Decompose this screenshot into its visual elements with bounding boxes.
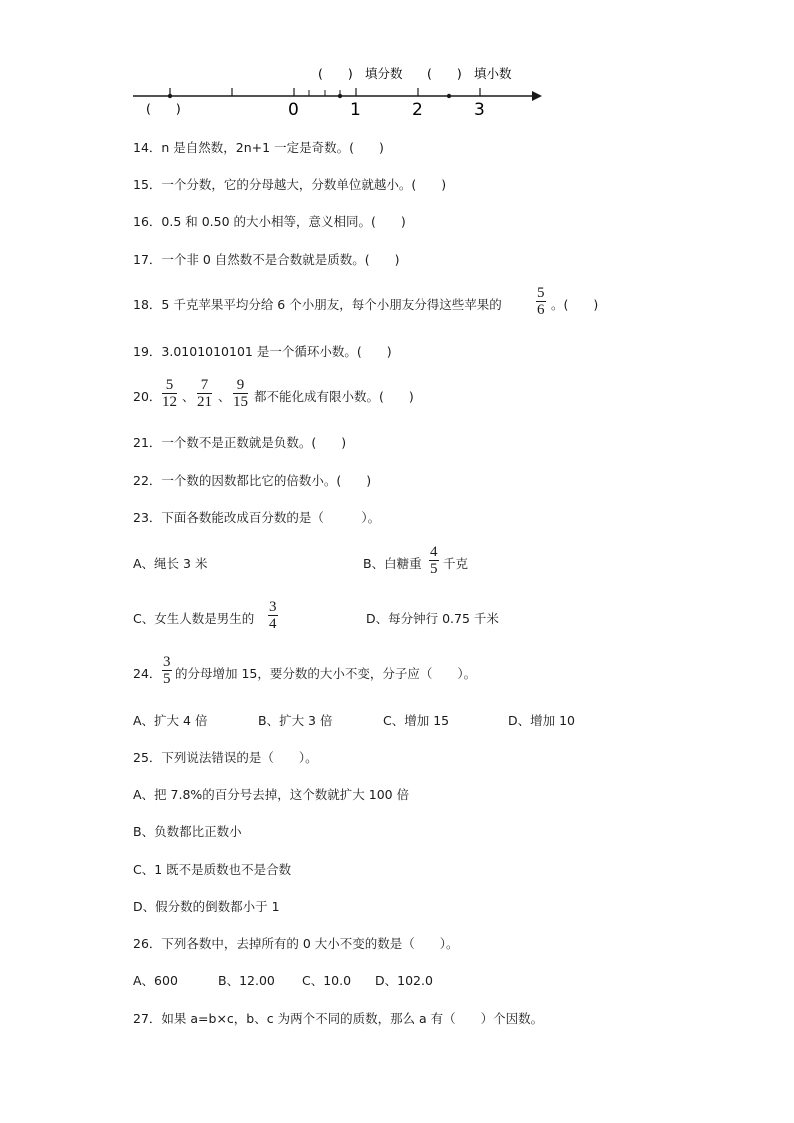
question-14: 14．n 是自然数，2n+1 一定是奇数。( ) <box>133 140 384 155</box>
question-27: 27．如果 a=b×c，b、c 为两个不同的质数，那么 a 有（ ）个因数。 <box>133 1011 544 1026</box>
option-23-b-fraction <box>429 545 439 577</box>
point-fraction <box>338 94 342 98</box>
question-20-prefix: 20． <box>133 389 162 404</box>
tick-label-3: 3 <box>474 100 485 120</box>
option-23-b-unit: 千克 <box>443 556 469 571</box>
fraction-denominator: 5 <box>163 671 171 687</box>
point-decimal <box>447 94 451 98</box>
option-24-b: B、扩大 3 倍 <box>258 713 333 728</box>
question-18-tail: 。( ) <box>551 297 599 312</box>
number-line-figure <box>0 0 794 130</box>
question-20-fraction-1 <box>162 378 177 410</box>
question-15: 15．一个分数，它的分母越大，分数单位就越小。( ) <box>133 177 447 192</box>
fraction-denominator: 6 <box>537 302 545 318</box>
question-17: 17．一个非 0 自然数不是合数就是质数。( ) <box>133 252 400 267</box>
option-23-a: A、绳长 3 米 <box>133 556 208 571</box>
option-23-c: C、女生人数是男生的 <box>133 611 255 626</box>
question-20-fraction-3 <box>233 378 248 410</box>
option-26-c: C、10.0 <box>302 973 352 988</box>
number-line-arrowhead <box>532 91 542 101</box>
decimal-label: 填小数 <box>474 66 512 81</box>
fraction-denominator: 15 <box>233 394 248 410</box>
question-26: 26．下列各数中，去掉所有的 0 大小不变的数是（ ）。 <box>133 936 459 951</box>
question-24-tail: 的分母增加 15，要分数的大小不变，分子应（ ）。 <box>175 666 477 681</box>
option-24-c: C、增加 15 <box>383 713 450 728</box>
question-20-sep-1: 、 <box>182 389 195 404</box>
decimal-blank: ( ) <box>427 66 462 81</box>
left-blank: ( ) <box>146 101 181 116</box>
option-26-b: B、12.00 <box>218 973 275 988</box>
fraction-numerator: 7 <box>197 378 212 394</box>
fraction-numerator: 4 <box>430 544 438 560</box>
tick-label-1: 1 <box>350 100 361 120</box>
question-20-tail: 都不能化成有限小数。( ) <box>254 389 414 404</box>
option-25-d: D、假分数的倒数都小于 1 <box>133 899 280 914</box>
question-22: 22．一个数的因数都比它的倍数小。( ) <box>133 473 372 488</box>
fraction-numerator: 3 <box>269 599 277 615</box>
option-23-b: B、白糖重 <box>363 556 422 571</box>
point-left <box>168 94 172 98</box>
option-26-d: D、102.0 <box>375 973 433 988</box>
tick-label-2: 2 <box>412 100 423 120</box>
fraction-denominator: 5 <box>430 561 438 577</box>
option-25-c: C、1 既不是质数也不是合数 <box>133 862 292 877</box>
fraction-denominator: 12 <box>162 394 177 410</box>
question-25: 25．下列说法错误的是（ ）。 <box>133 750 318 765</box>
fraction-label: 填分数 <box>365 66 403 81</box>
tick-label-0: 0 <box>288 100 299 120</box>
question-23: 23．下面各数能改成百分数的是（ ）。 <box>133 510 381 525</box>
fraction-numerator: 9 <box>233 378 248 394</box>
option-23-c-fraction <box>268 600 278 632</box>
question-18-fraction <box>536 286 546 318</box>
option-25-a: A、把 7.8%的百分号去掉，这个数就扩大 100 倍 <box>133 787 410 802</box>
option-24-a: A、扩大 4 倍 <box>133 713 208 728</box>
question-21: 21．一个数不是正数就是负数。( ) <box>133 435 347 450</box>
option-24-d: D、增加 10 <box>508 713 576 728</box>
option-23-d: D、每分钟行 0.75 千米 <box>366 611 499 626</box>
question-24-prefix: 24． <box>133 666 162 681</box>
question-18-text: 18．5 千克苹果平均分给 6 个小朋友，每个小朋友分得这些苹果的 <box>133 297 502 312</box>
fraction-numerator: 3 <box>163 654 171 670</box>
question-19: 19．3.0101010101 是一个循环小数。( ) <box>133 344 392 359</box>
fraction-blank: ( ) <box>318 66 353 81</box>
option-26-a: A、600 <box>133 973 178 988</box>
question-20-fraction-2 <box>197 378 212 410</box>
question-16: 16．0.5 和 0.50 的大小相等，意义相同。( ) <box>133 214 406 229</box>
question-20-sep-2: 、 <box>218 389 231 404</box>
option-25-b: B、负数都比正数小 <box>133 824 242 839</box>
fraction-denominator: 4 <box>269 616 277 632</box>
fraction-numerator: 5 <box>537 285 545 301</box>
fraction-numerator: 5 <box>162 378 177 394</box>
fraction-denominator: 21 <box>197 394 212 410</box>
question-24-fraction <box>162 655 172 687</box>
